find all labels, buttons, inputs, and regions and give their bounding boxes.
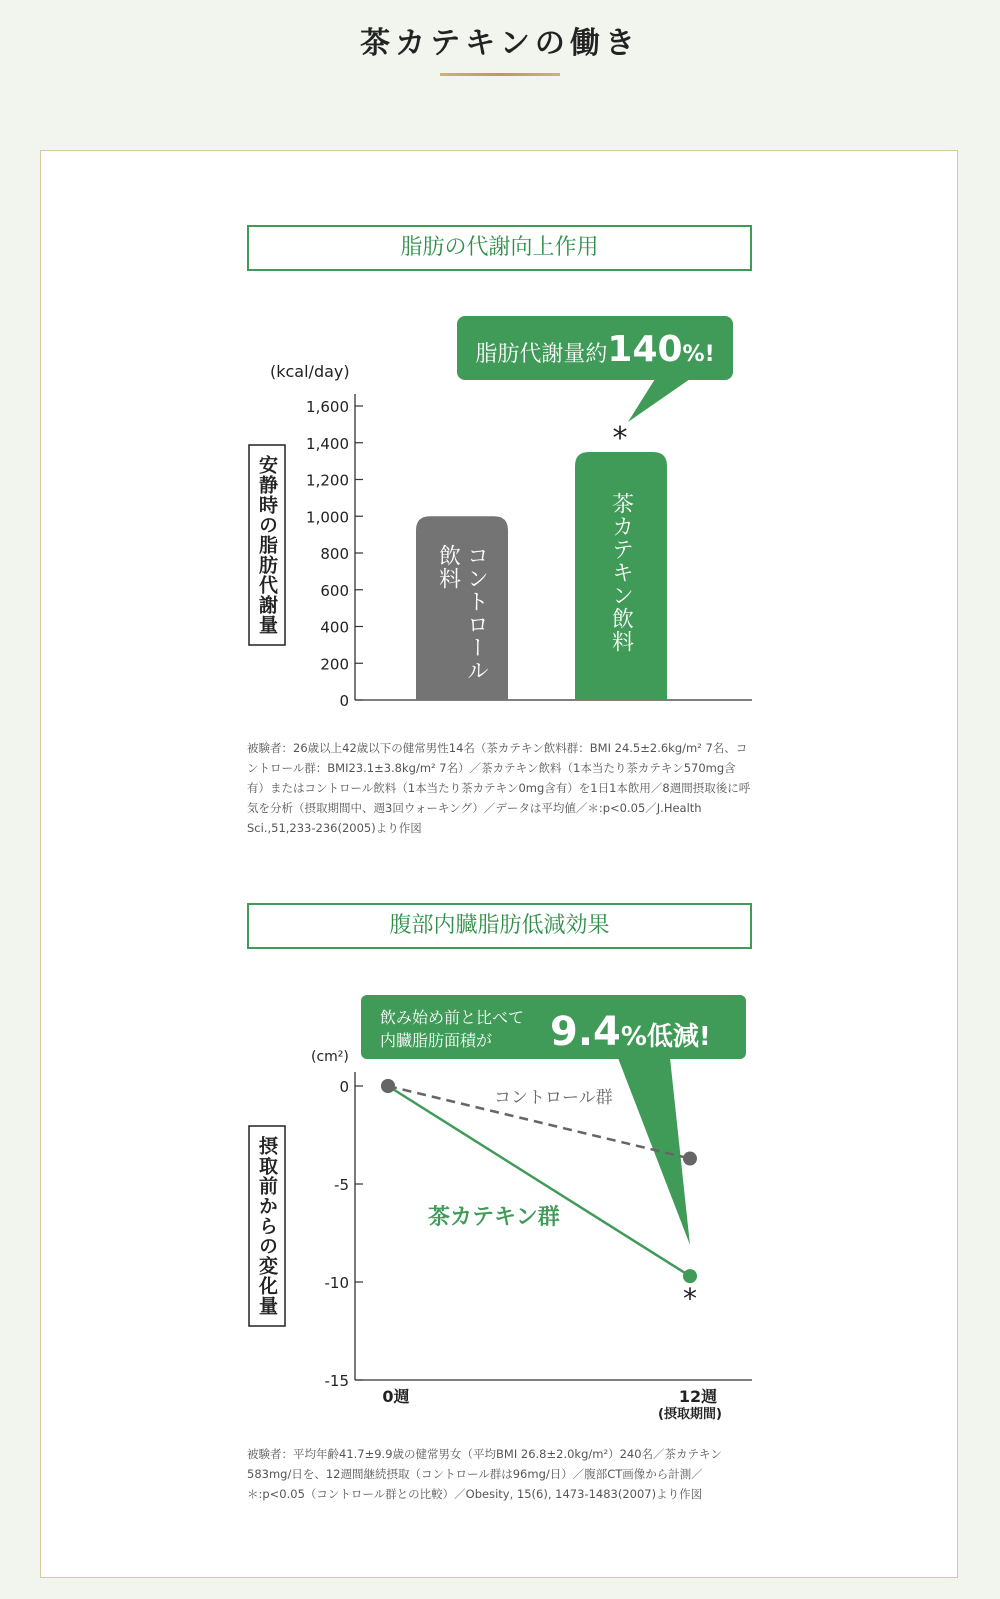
bar (416, 516, 508, 700)
visceral-fat-line-chart (0, 980, 1000, 1430)
study-note-2: 被験者：平均年齢41.7±9.9歳の健常男女（平均BMI 26.8±2.0kg/m²）240名／茶カテキン583mg/日を、12週間継続摂取（コントロール群は96mg/日）／腹部CT画像から計測／＊:p<0.05（コントロール群との比較）／Obesity, 15(6), 1473-1483(2007)より作図 (247, 1447, 722, 1501)
y-axis-label: 安静時の脂肪代謝量 (256, 455, 278, 635)
callout-pointer (628, 379, 690, 422)
bar-label: 茶カテキン飲料 (608, 491, 634, 653)
bar-label: 飲料 (435, 544, 461, 591)
x-tick-label: 0週 (382, 1387, 410, 1406)
y-tick-label: 800 (320, 545, 349, 563)
callout-pointer (618, 1058, 690, 1245)
title-underline (440, 73, 560, 76)
y-unit-label: (cm²) (311, 1049, 349, 1065)
series-label-catechin: 茶カテキン群 (428, 1205, 560, 1230)
y-tick-label: 400 (320, 618, 349, 637)
y-tick-label: 1,400 (306, 434, 349, 453)
x-period-label: (摂取期間) (658, 1407, 722, 1422)
callout-line2: 内臓脂肪面積が (380, 1031, 493, 1050)
callout-line1: 飲み始め前と比べて (380, 1008, 525, 1027)
x-tick-label: 12週 (678, 1387, 718, 1406)
y-tick-label: 0 (339, 1078, 349, 1096)
series-label-control: コントロール群 (494, 1088, 613, 1108)
y-tick-label: -5 (334, 1176, 349, 1194)
data-point (381, 1079, 395, 1093)
y-tick-label: -15 (324, 1372, 349, 1390)
fat-metabolism-callout (457, 316, 733, 422)
bar-label: コントロール (463, 544, 489, 683)
y-tick-label: 600 (320, 581, 349, 600)
callout-text: 脂肪代謝量約140%! (475, 329, 715, 370)
significance-asterisk: * (612, 421, 628, 456)
y-tick-label: 200 (320, 655, 349, 674)
y-tick-label: 0 (339, 692, 349, 710)
y-tick-label: 1,600 (306, 398, 349, 416)
callout-value-text: 9.4%低減! (550, 1009, 711, 1055)
y-unit-label: (kcal/day) (270, 362, 350, 381)
section-heading-visceral-fat: 腹部内臓脂肪低減効果 (247, 903, 752, 949)
section-heading-fat-metabolism: 脂肪の代謝向上作用 (247, 225, 752, 271)
y-axis-label: 摂取前からの変化量 (256, 1136, 278, 1316)
significance-asterisk: * (683, 1282, 697, 1315)
y-tick-label: 1,200 (306, 471, 349, 490)
y-tick-label: 1,000 (306, 508, 349, 527)
data-point (683, 1152, 697, 1166)
y-tick-label: -10 (324, 1274, 349, 1292)
chart1-axes (355, 394, 752, 700)
fat-metabolism-bar-chart (0, 300, 1000, 720)
study-note-1: 被験者：26歳以上42歳以下の健常男性14名（茶カテキン飲料群：BMI 24.5±2.6kg/m² 7名、コントロール群：BMI23.1±3.8kg/m² 7名）／茶カテキン飲料（1本当たり茶カテキン570mg含有）またはコントロール飲料（1本当たり茶カテキン0mg含有）を1日1本飲用／8週間摂取後に呼気を分析（摂取期間中、週3回ウォーキング）／データは平均値／＊:p<0.05／J.Health Sci.,51,233-236(2005)より作図 (247, 741, 751, 835)
page-title: 茶カテキンの働き (360, 26, 640, 61)
